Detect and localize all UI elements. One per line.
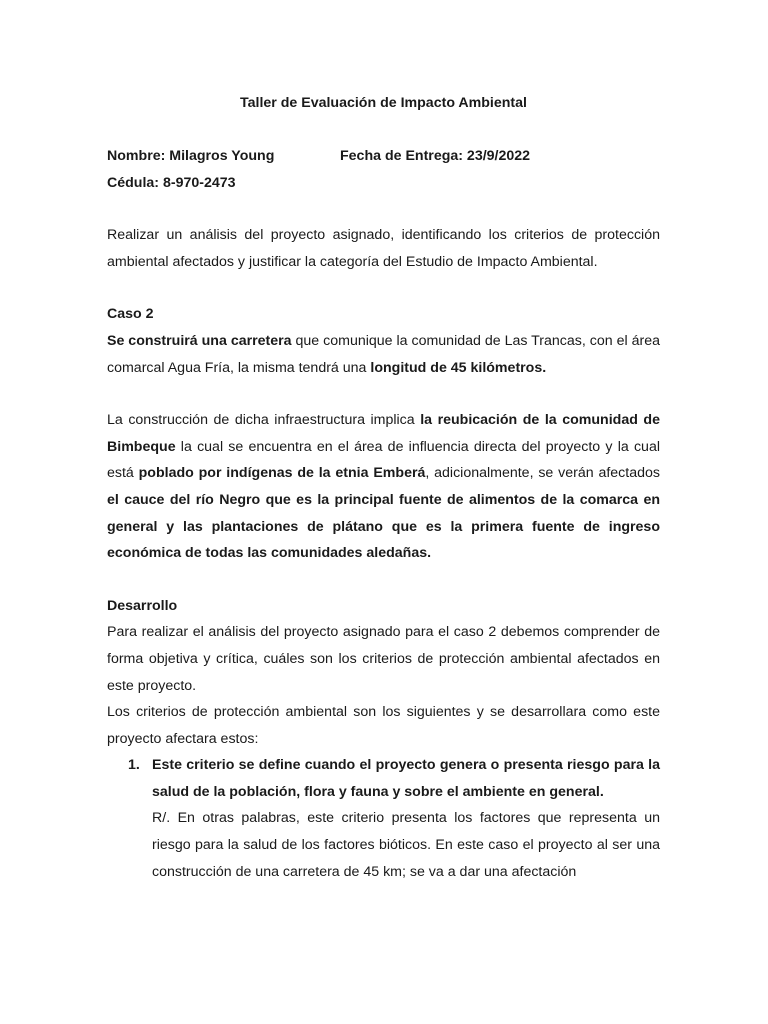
student-id: Cédula: 8-970-2473 xyxy=(107,174,236,191)
case-paragraph-2 xyxy=(107,407,660,567)
development-paragraph-1: Para realizar el análisis del proyecto asignado para el caso 2 debemos comprender de forma objetiva y crítica, cuáles son los criterios de protección ambiental afectados en este proyecto. xyxy=(107,624,660,694)
development-paragraph-2: Los criterios de protección ambiental son los siguientes y se desarrollara como este proyecto afectara estos: xyxy=(107,704,660,747)
document-body xyxy=(107,90,660,885)
case-p2-bold-3: el cauce del río Negro que es la principal fuente de alimentos de la comarca en general y las plantaciones de plátano que es la primera fuente de ingreso económica de todas las comunidades aledañas. xyxy=(107,491,660,562)
criteria-item-statement: Este criterio se define cuando el proyecto genera o presenta riesgo para la salud de la población, flora y fauna y sobre el ambiente en general. xyxy=(152,757,660,800)
case-p1-bold-1: Se construirá una carretera xyxy=(107,332,292,349)
student-name: Nombre: Milagros Young xyxy=(107,148,275,164)
development-heading: Desarrollo xyxy=(107,597,178,614)
case-p2-text-3: , adicionalmente, se verán afectados xyxy=(425,465,660,482)
criteria-list-item xyxy=(107,752,660,885)
document-title: Taller de Evaluación de Impacto Ambiental xyxy=(240,95,527,111)
criteria-list xyxy=(107,752,660,885)
case-heading: Caso 2 xyxy=(107,306,154,323)
case-paragraph-1 xyxy=(107,328,660,381)
case-p2-bold-2: poblado por indígenas de la etnia Emberá xyxy=(138,465,426,482)
case-p2-text-2: la cual se encuentra en el área de influencia directa del proyecto y la cual está xyxy=(107,438,660,482)
header-row xyxy=(107,143,660,170)
delivery-date: Fecha de Entrega: 23/9/2022 xyxy=(340,148,531,164)
criteria-item-response: R/. En otras palabras, este criterio presenta los factores que representa un riesgo para la salud de los factores bióticos. En este caso el proyecto al ser una construcción de una carretera de 45 km; se va a dar una afectación xyxy=(152,810,660,880)
case-p1-text-1: que comunique la comunidad de Las Trancas, con el área comarcal Agua Fría, la misma tendrá una xyxy=(107,332,660,376)
case-p1-bold-2: longitud de 45 kilómetros. xyxy=(370,359,547,376)
intro-paragraph: Realizar un análisis del proyecto asignado, identificando los criterios de protección ambiental afectados y justificar la categoría del Estudio de Impacto Ambiental. xyxy=(107,227,660,270)
case-p2-bold-1: la reubicación de la comunidad de Bimbeque xyxy=(107,412,660,455)
case-p2-text-1: La construcción de dicha infraestructura implica xyxy=(107,412,421,429)
criteria-item-number: 1. xyxy=(128,757,140,774)
